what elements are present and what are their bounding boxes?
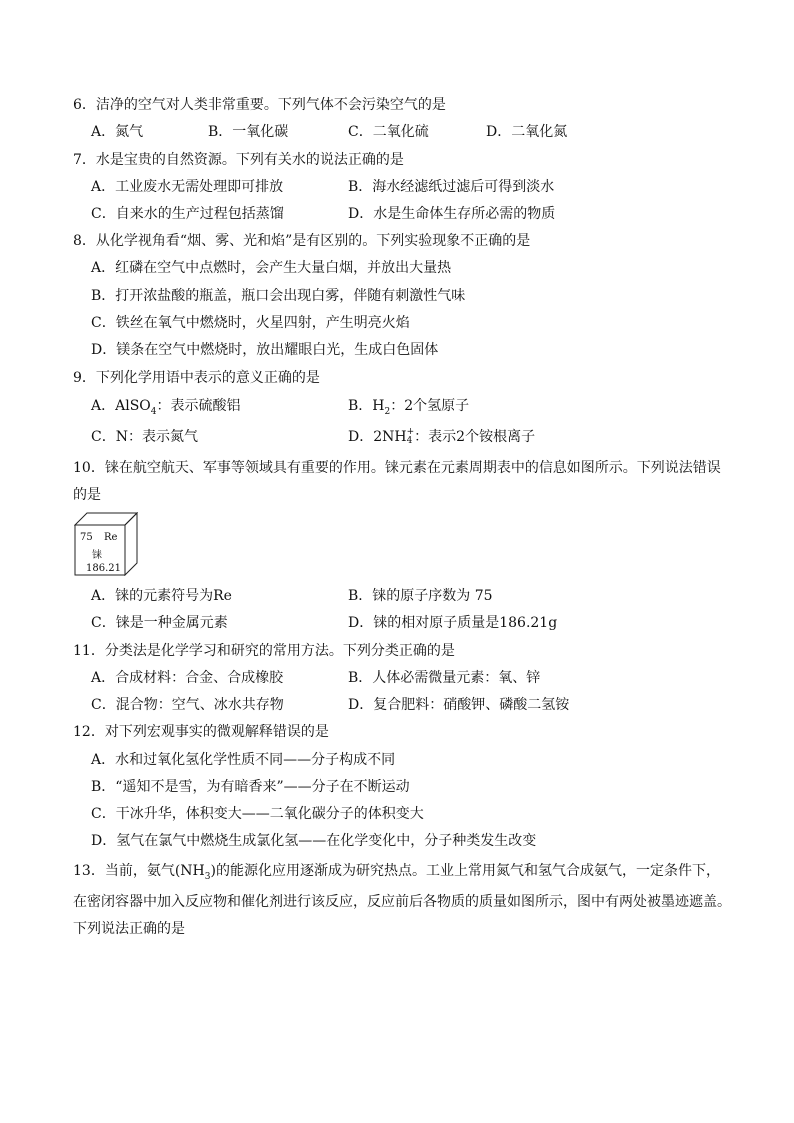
q12-option-a: A．水和过氧化氢化学性质不同——分子构成不同 (91, 752, 396, 768)
element-atomic-mass: 186.21 (86, 563, 121, 574)
q13-line1-post: 的能源化应用逐渐成为研究热点。工业上常用氮气和氢气合成氨气，一定条件下， (215, 863, 720, 879)
q9-a-subscript: 4 (150, 406, 157, 417)
q6-option-a: A．氮气 (91, 124, 144, 140)
q9-option-a (91, 397, 241, 415)
q9-d-formula: 2NH (373, 429, 407, 445)
q8-option-d: D．镁条在空气中燃烧时，放出耀眼白光，生成白色固体 (91, 342, 439, 358)
q9-a-label: A． (91, 398, 116, 414)
q13-formula-close: ) (210, 863, 216, 879)
q9-b-label: B． (348, 398, 373, 414)
q10-option-b: B．铼的原子序数为 75 (348, 588, 493, 604)
q6-option-c: C．二氧化硫 (348, 124, 429, 140)
q8-option-a: A．红磷在空气中点燃时，会产生大量白烟，并放出大量热 (91, 260, 452, 276)
question-8-stem: 8．从化学视角看“烟、雾、光和焰”是有区别的。下列实验现象不正确的是 (73, 233, 531, 249)
question-13-line2: 在密闭容器中加入反应物和催化剂进行该反应，反应前后各物质的质量如图所示，图中有两处被墨迹遮盖。 (73, 894, 731, 910)
element-card-rhenium (74, 512, 138, 576)
q11-option-d: D．复合肥料：硝酸钾、磷酸二氢铵 (348, 697, 570, 713)
q10-option-d: D．铼的相对原子质量是186.21g (348, 615, 558, 631)
q7-option-c: C．自来水的生产过程包括蒸馏 (91, 206, 284, 222)
question-7-stem: 7．水是宝贵的自然资源。下列有关水的说法正确的是 (73, 152, 404, 168)
q9-a-text: ：表示硫酸铝 (156, 398, 241, 414)
question-10-stem-line2: 的是 (73, 487, 101, 503)
q9-c-text: ：表示氮气 (127, 429, 198, 445)
q6-option-d: D．二氧化氮 (486, 124, 568, 140)
element-symbol: Re (104, 532, 118, 543)
q9-d-label: D． (348, 429, 374, 445)
q12-option-b: B．“遥知不是雪，为有暗香来”——分子在不断运动 (91, 779, 410, 795)
q12-option-d: D．氢气在氯气中燃烧生成氯化氢——在化学变化中，分子种类发生改变 (91, 833, 537, 849)
q9-a-formula: AlSO (115, 398, 151, 414)
q7-option-d: D．水是生命体生存所必需的物质 (348, 206, 556, 222)
q10-option-c: C．铼是一种金属元素 (91, 615, 228, 631)
q9-d-superscript: + (406, 427, 415, 437)
q9-option-d (348, 428, 535, 446)
q12-option-c: C．干冰升华，体积变大——二氧化碳分子的体积变大 (91, 806, 424, 822)
q11-option-c: C．混合物：空气、冰水共存物 (91, 697, 284, 713)
q9-d-text: ：表示2个铵根离子 (414, 429, 536, 445)
q10-option-a: A．铼的元素符号为Re (91, 588, 232, 604)
q8-option-b: B．打开浓盐酸的瓶盖，瓶口会出现白雾，伴随有刺激性气味 (91, 288, 466, 304)
q9-option-c (91, 428, 198, 446)
q9-b-subscript: 2 (384, 406, 391, 417)
q7-option-a: A．工业废水无需处理即可排放 (91, 179, 284, 195)
question-11-stem: 11．分类法是化学学习和研究的常用方法。下列分类正确的是 (73, 643, 455, 659)
q9-d-subscript: 4 (406, 436, 413, 446)
question-13-line1 (73, 862, 720, 880)
q11-option-b: B．人体必需微量元素：氧、锌 (348, 670, 541, 686)
q6-option-b: B．一氧化碳 (208, 124, 289, 140)
q9-b-text: ：2个氢原子 (390, 398, 470, 414)
question-10-stem-line1: 10．铼在航空航天、军事等领域具有重要的作用。铼元素在元素周期表中的信息如图所示。下列说法错误 (73, 460, 721, 476)
q7-option-b: B．海水经滤纸过滤后可得到淡水 (348, 179, 555, 195)
question-12-stem: 12．对下列宏观事实的微观解释错误的是 (73, 724, 329, 740)
element-atomic-number: 75 (80, 532, 93, 543)
element-name: 铼 (92, 550, 102, 561)
q9-c-formula: N (115, 429, 128, 445)
q8-option-c: C．铁丝在氧气中燃烧时，火星四射，产生明亮火焰 (91, 315, 410, 331)
q11-option-a: A．合成材料：合金、合成橡胶 (91, 670, 284, 686)
q13-line1-pre: 13．当前，氨气 (73, 863, 175, 879)
question-9-stem: 9．下列化学用语中表示的意义正确的是 (73, 370, 320, 386)
q13-ammonia-formula: (NH (174, 863, 205, 879)
question-6-stem: 6．洁净的空气对人类非常重要。下列气体不会污染空气的是 (73, 97, 446, 113)
q9-c-label: C． (91, 429, 116, 445)
q9-b-formula: H (372, 398, 385, 414)
q9-option-b (348, 397, 469, 415)
question-13-line3: 下列说法正确的是 (73, 921, 185, 937)
q13-ammonia-subscript: 3 (204, 871, 211, 882)
